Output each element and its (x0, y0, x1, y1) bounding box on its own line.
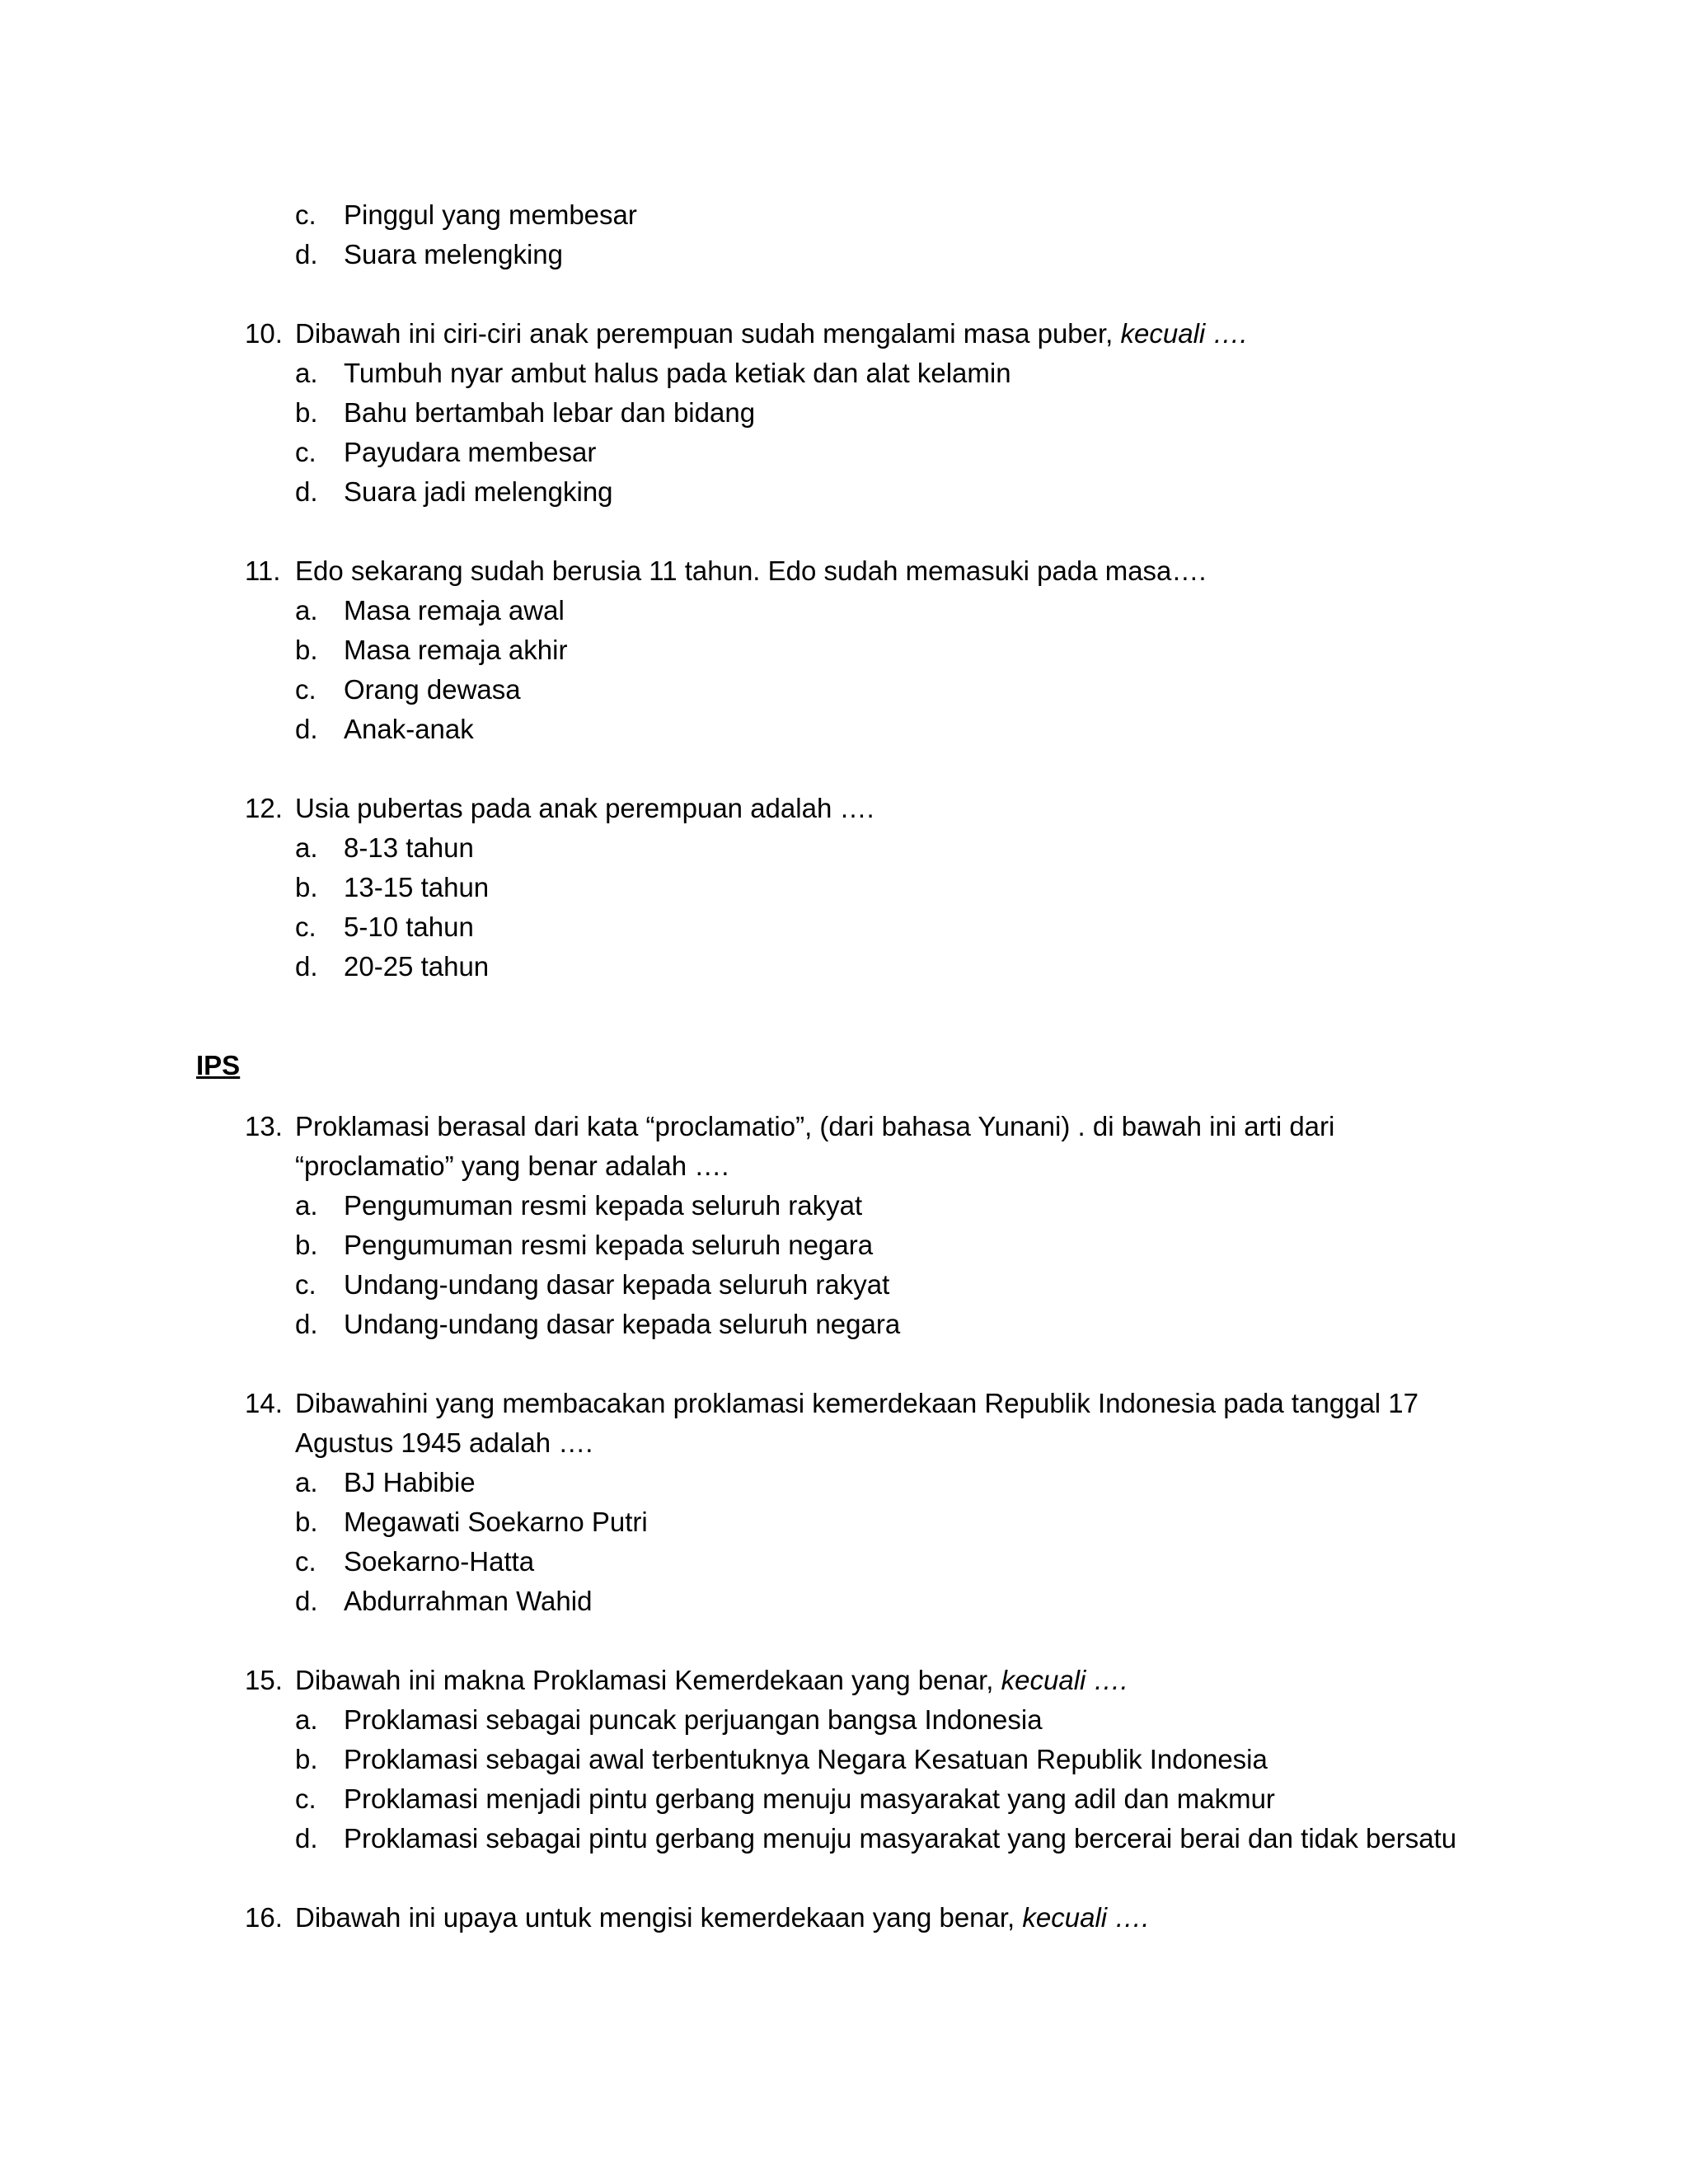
question-text: Dibawahini yang membacakan proklamasi kemerdekaan Republik Indonesia pada tanggal 17 (295, 1388, 1419, 1418)
question-number: 10. (245, 318, 283, 349)
option-letter: c. (295, 437, 316, 467)
option-text: Pengumuman resmi kepada seluruh rakyat (344, 1190, 863, 1221)
option-text: Pengumuman resmi kepada seluruh negara (344, 1230, 874, 1260)
option-text: Payudara membesar (344, 437, 597, 467)
question-text: Agustus 1945 adalah …. (295, 1427, 593, 1458)
question-number: 11. (245, 555, 281, 586)
option-letter: d. (295, 1309, 318, 1339)
option-text: Tumbuh nyar ambut halus pada ketiak dan alat kelamin (344, 358, 1011, 388)
option-letter: a. (295, 595, 318, 626)
option-letter: d. (295, 1586, 318, 1616)
option-text: Proklamasi menjadi pintu gerbang menuju masyarakat yang adil dan makmur (344, 1783, 1275, 1814)
question-text: Dibawah ini upaya untuk mengisi kemerdekaan yang benar, kecuali …. (295, 1902, 1150, 1933)
option-letter: d. (295, 239, 318, 269)
option-text: Proklamasi sebagai pintu gerbang menuju masyarakat yang bercerai berai dan tidak bersatu (344, 1823, 1457, 1854)
option-letter: c. (295, 1783, 316, 1814)
option-text: 20-25 tahun (344, 951, 490, 982)
question-suffix: kecuali …. (1120, 318, 1248, 349)
option-letter: b. (295, 635, 318, 665)
question-text: Proklamasi berasal dari kata “proclamatio”, (dari bahasa Yunani) . di bawah ini arti dari (295, 1111, 1335, 1141)
option-text: Masa remaja awal (344, 595, 565, 626)
question-suffix: kecuali …. (1022, 1902, 1150, 1933)
option-text: Proklamasi sebagai awal terbentuknya Negara Kesatuan Republik Indonesia (344, 1744, 1268, 1774)
option-letter: a. (295, 832, 318, 863)
question-number: 13. (245, 1111, 283, 1141)
question-text: Usia pubertas pada anak perempuan adalah …. (295, 793, 874, 823)
option-text: BJ Habibie (344, 1467, 476, 1497)
option-letter: a. (295, 1704, 318, 1735)
option-text: 8-13 tahun (344, 832, 474, 863)
option-letter: d. (295, 714, 318, 744)
option-text: Masa remaja akhir (344, 635, 568, 665)
option-text: Abdurrahman Wahid (344, 1586, 593, 1616)
question-number: 15. (245, 1665, 283, 1695)
question-text: Edo sekarang sudah berusia 11 tahun. Edo sudah memasuki pada masa…. (295, 555, 1207, 586)
option-letter: c. (295, 1269, 316, 1300)
option-text: Orang dewasa (344, 674, 521, 705)
question-number: 16. (245, 1902, 283, 1933)
option-letter: b. (295, 397, 318, 428)
question-suffix: kecuali …. (1001, 1665, 1128, 1695)
question-number: 12. (245, 793, 283, 823)
option-text: Suara jadi melengking (344, 476, 613, 507)
option-text: Suara melengking (344, 239, 563, 269)
option-letter: c. (295, 674, 316, 705)
question-number: 14. (245, 1388, 283, 1418)
option-letter: b. (295, 1744, 318, 1774)
option-text: 13-15 tahun (344, 872, 490, 902)
option-letter: b. (295, 1230, 318, 1260)
section-heading: IPS (196, 1050, 241, 1080)
option-letter: a. (295, 1467, 318, 1497)
option-letter: d. (295, 476, 318, 507)
option-text: Undang-undang dasar kepada seluruh negara (344, 1309, 901, 1339)
option-text: Megawati Soekarno Putri (344, 1507, 648, 1537)
option-text: Proklamasi sebagai puncak perjuangan bangsa Indonesia (344, 1704, 1043, 1735)
question-text: Dibawah ini ciri-ciri anak perempuan sudah mengalami masa puber, kecuali …. (295, 318, 1248, 349)
option-text: Anak-anak (344, 714, 474, 744)
option-letter: b. (295, 872, 318, 902)
option-text: Pinggul yang membesar (344, 199, 637, 230)
option-letter: c. (295, 912, 316, 942)
question-text: “proclamatio” yang benar adalah …. (295, 1151, 729, 1181)
option-letter: a. (295, 1190, 318, 1221)
option-text: Undang-undang dasar kepada seluruh rakyat (344, 1269, 890, 1300)
option-letter: c. (295, 1546, 316, 1577)
option-letter: a. (295, 358, 318, 388)
option-letter: d. (295, 951, 318, 982)
option-text: 5-10 tahun (344, 912, 474, 942)
option-text: Soekarno-Hatta (344, 1546, 535, 1577)
question-text: Dibawah ini makna Proklamasi Kemerdekaan yang benar, kecuali …. (295, 1665, 1128, 1695)
option-letter: b. (295, 1507, 318, 1537)
option-letter: c. (295, 199, 316, 230)
option-text: Bahu bertambah lebar dan bidang (344, 397, 756, 428)
option-letter: d. (295, 1823, 318, 1854)
